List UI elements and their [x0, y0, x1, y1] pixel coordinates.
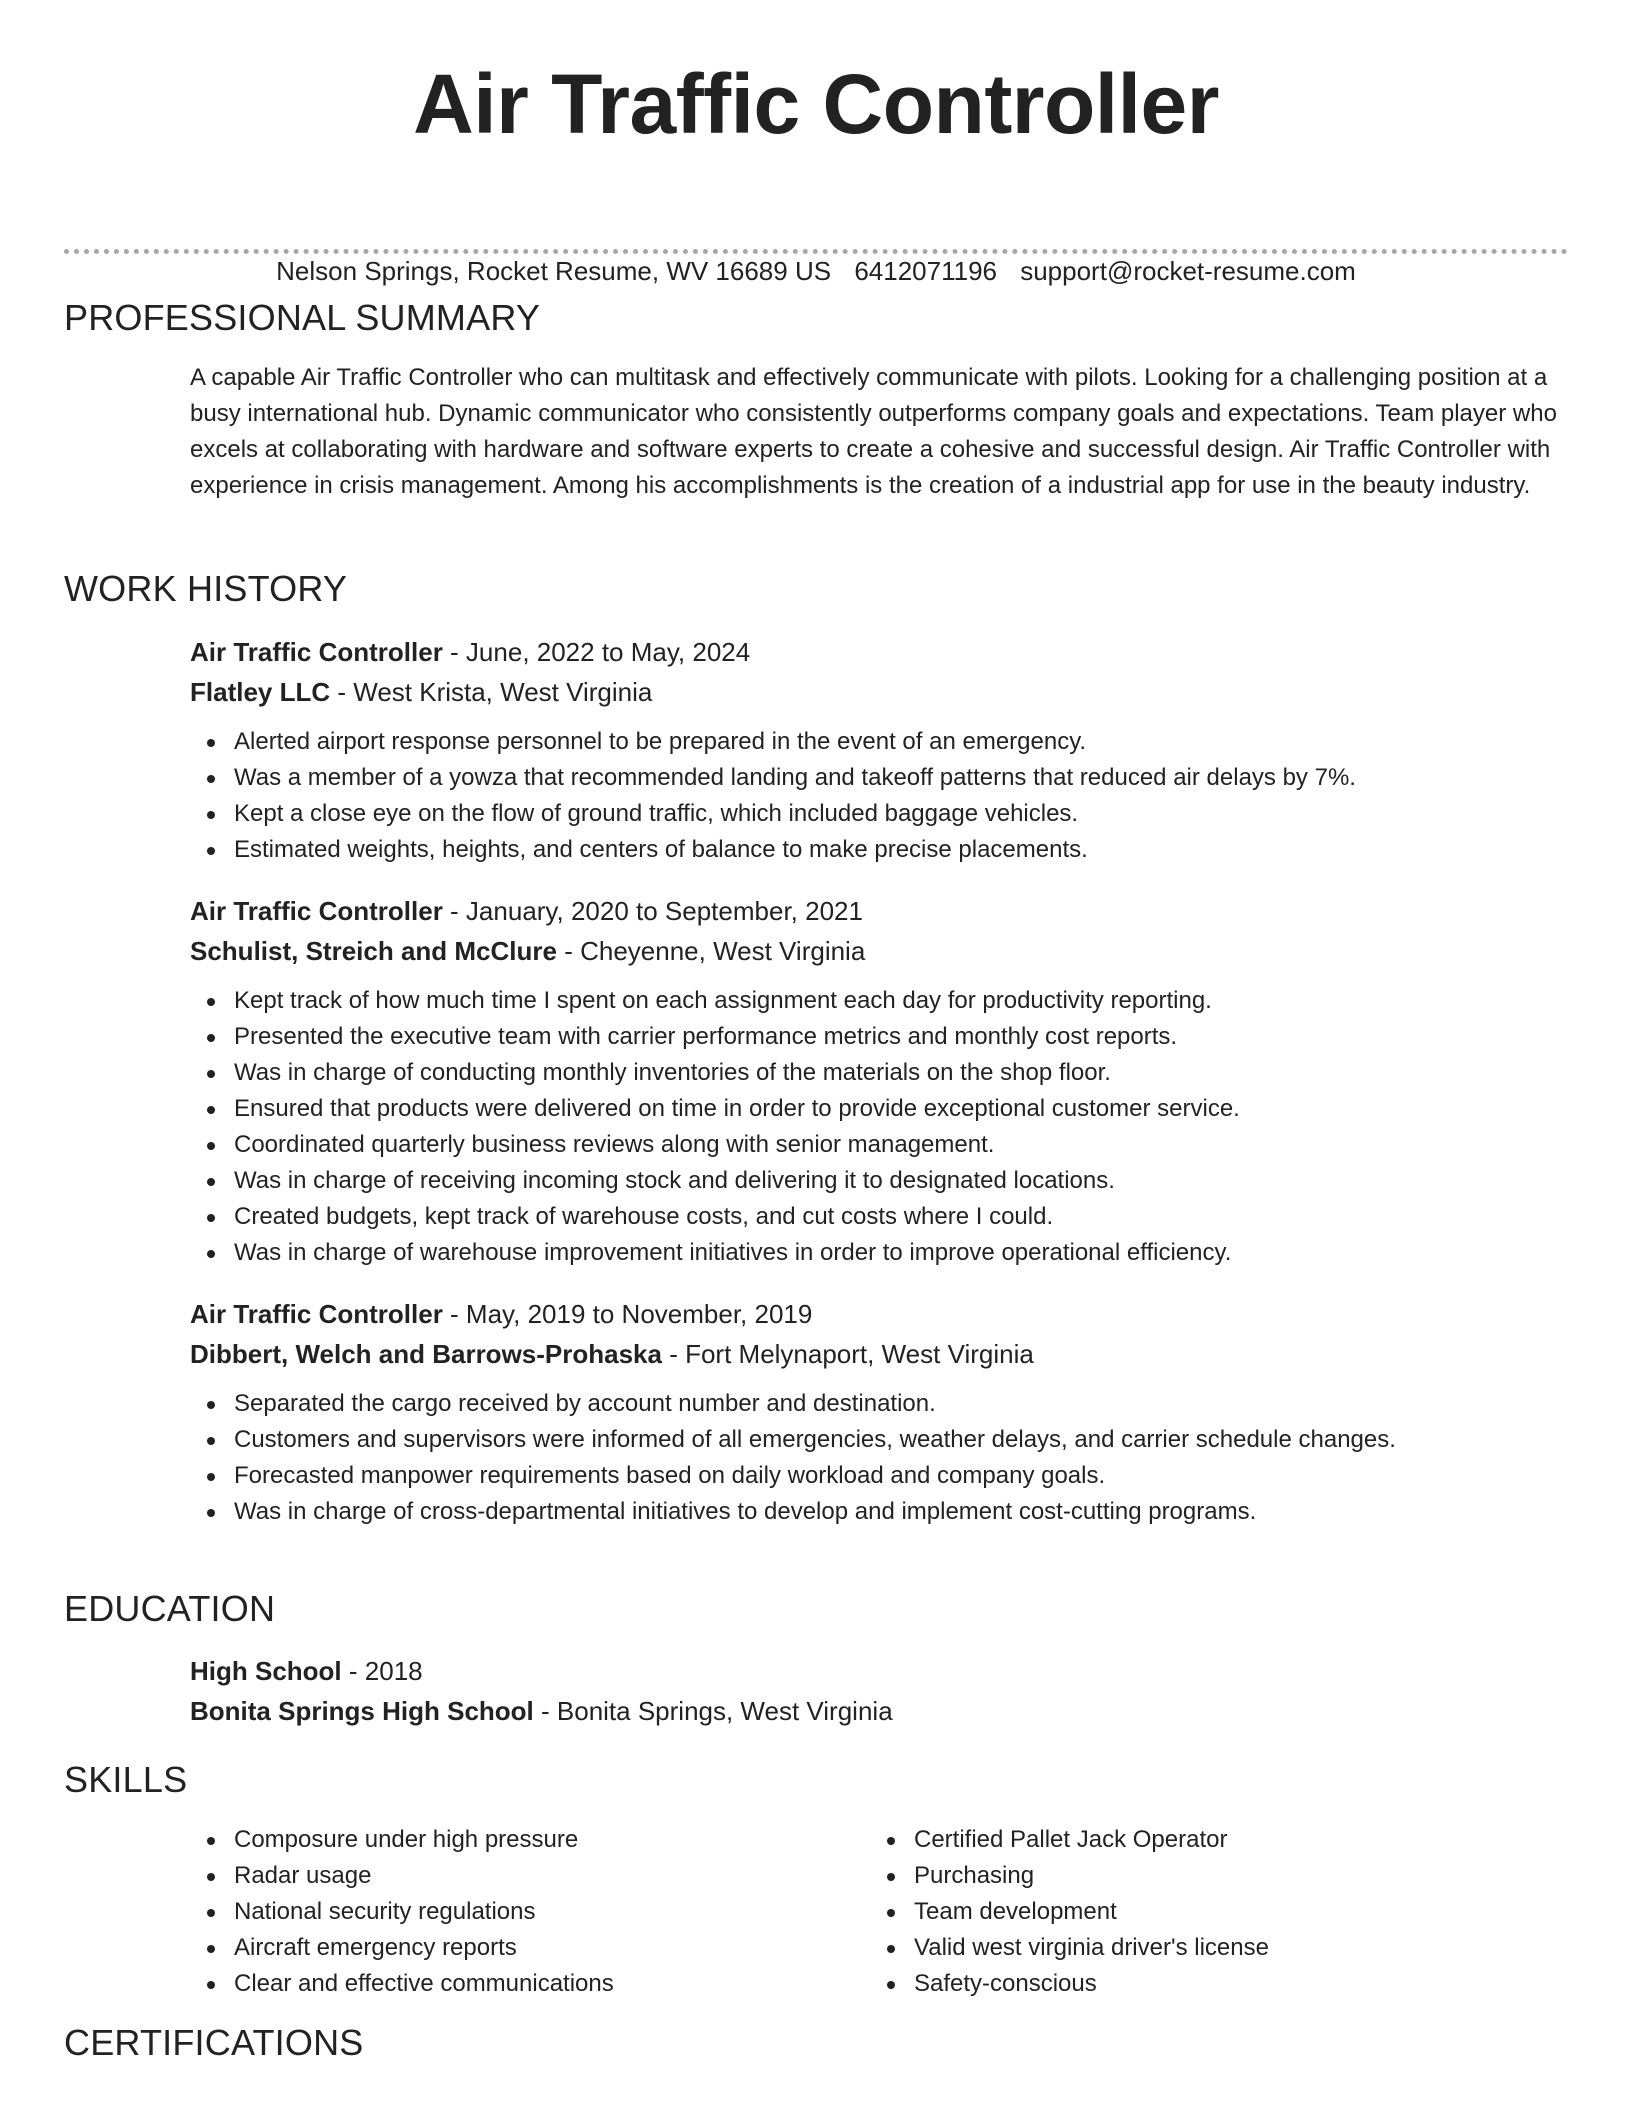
list-item: Composure under high pressure	[190, 1822, 870, 1858]
job-company: Schulist, Streich and McClure	[190, 936, 557, 966]
job-entry-3	[190, 1294, 1568, 1530]
education-year: - 2018	[341, 1656, 423, 1686]
job-dates: - January, 2020 to September, 2021	[442, 896, 863, 926]
job-dates: - June, 2022 to May, 2024	[442, 637, 751, 667]
list-item: Was in charge of warehouse improvement initiatives in order to improve operational efficiency.	[190, 1235, 1568, 1271]
list-item: Clear and effective communications	[190, 1966, 870, 2002]
contact-phone: 6412071196	[854, 256, 997, 286]
list-item: Kept a close eye on the flow of ground traffic, which included baggage vehicles.	[190, 796, 1568, 832]
job-location: - Fort Melynaport, West Virginia	[661, 1339, 1034, 1369]
list-item: Created budgets, kept track of warehouse costs, and cut costs where I could.	[190, 1199, 1568, 1235]
list-item: Forecasted manpower requirements based on daily workload and company goals.	[190, 1458, 1568, 1494]
contact-line	[64, 256, 1568, 286]
job-title-line	[190, 1294, 1568, 1334]
list-item: Separated the cargo received by account number and destination.	[190, 1386, 1568, 1422]
list-item: Was in charge of cross-departmental initiatives to develop and implement cost-cutting programs.	[190, 1494, 1568, 1530]
job-role: Air Traffic Controller	[190, 1299, 443, 1329]
list-item: National security regulations	[190, 1894, 870, 1930]
education-degree: High School	[190, 1656, 342, 1686]
job-company: Dibbert, Welch and Barrows-Prohaska	[190, 1339, 662, 1369]
job-company: Flatley LLC	[190, 677, 331, 707]
job-bullets	[190, 724, 1568, 868]
list-item: Purchasing	[870, 1858, 1550, 1894]
list-item: Alerted airport response personnel to be prepared in the event of an emergency.	[190, 724, 1568, 760]
job-company-line	[190, 672, 1568, 712]
section-title-education: EDUCATION	[64, 1588, 276, 1629]
summary-section	[64, 298, 1568, 504]
job-role: Air Traffic Controller	[190, 637, 443, 667]
list-item: Aircraft emergency reports	[190, 1930, 870, 1966]
job-title-line	[190, 891, 1568, 931]
skills-list-right	[870, 1822, 1550, 2002]
skills-list-left	[190, 1822, 870, 2002]
list-item: Team development	[870, 1894, 1550, 1930]
candidate-name: Air Traffic Controller	[413, 57, 1219, 151]
job-entry-1	[190, 632, 1568, 868]
list-item: Presented the executive team with carrier performance metrics and monthly cost reports.	[190, 1019, 1568, 1055]
education-degree-line	[190, 1651, 1568, 1691]
list-item: Coordinated quarterly business reviews along with senior management.	[190, 1127, 1568, 1163]
section-title-certifications: CERTIFICATIONS	[64, 2022, 364, 2063]
section-title-skills: SKILLS	[64, 1759, 188, 1800]
list-item: Customers and supervisors were informed of all emergencies, weather delays, and carrier schedule changes.	[190, 1422, 1568, 1458]
summary-text: A capable Air Traffic Controller who can multitask and effectively communicate with pilots. Looking for a challenging position at a busy international hub. Dynamic communicator who consistently outperforms company goals and expectations. Team player who excels at collaborating with hardware and software experts to create a cohesive and successful design. Air Traffic Controller with experience in crisis management. Among his accomplishments is the creation of a industrial app for use in the beauty industry.	[190, 364, 1557, 499]
contact-email: support@rocket-resume.com	[1020, 256, 1356, 286]
certifications-section	[64, 2023, 1568, 2063]
section-title-work-history: WORK HISTORY	[64, 568, 348, 609]
list-item: Was a member of a yowza that recommended landing and takeoff patterns that reduced air delays by 7%.	[190, 760, 1568, 796]
work-history-section	[64, 569, 1568, 1530]
job-entry-2	[190, 891, 1568, 1271]
job-location: - West Krista, West Virginia	[330, 677, 653, 707]
job-bullets	[190, 1386, 1568, 1530]
job-company-line	[190, 931, 1568, 971]
job-role: Air Traffic Controller	[190, 896, 443, 926]
list-item: Estimated weights, heights, and centers of balance to make precise placements.	[190, 832, 1568, 868]
list-item: Was in charge of receiving incoming stock and delivering it to designated locations.	[190, 1163, 1568, 1199]
list-item: Ensured that products were delivered on time in order to provide exceptional customer service.	[190, 1091, 1568, 1127]
skills-section	[64, 1760, 1568, 2002]
job-location: - Cheyenne, West Virginia	[556, 936, 866, 966]
section-title-summary: PROFESSIONAL SUMMARY	[64, 297, 541, 338]
job-company-line	[190, 1334, 1568, 1374]
education-school-line	[190, 1691, 1568, 1731]
skills-grid	[190, 1822, 1568, 2002]
list-item: Certified Pallet Jack Operator	[870, 1822, 1550, 1858]
list-item: Safety-conscious	[870, 1966, 1550, 2002]
education-location: - Bonita Springs, West Virginia	[533, 1696, 893, 1726]
education-entry	[190, 1651, 1568, 1731]
education-section	[64, 1589, 1568, 1731]
list-item: Was in charge of conducting monthly inventories of the materials on the shop floor.	[190, 1055, 1568, 1091]
education-school: Bonita Springs High School	[190, 1696, 534, 1726]
contact-address: Nelson Springs, Rocket Resume, WV 16689 US	[276, 256, 832, 286]
job-title-line	[190, 632, 1568, 672]
header-divider	[64, 249, 1568, 254]
list-item: Valid west virginia driver's license	[870, 1930, 1550, 1966]
list-item: Kept track of how much time I spent on each assignment each day for productivity reporting.	[190, 983, 1568, 1019]
job-dates: - May, 2019 to November, 2019	[442, 1299, 813, 1329]
job-bullets	[190, 983, 1568, 1271]
list-item: Radar usage	[190, 1858, 870, 1894]
resume-page	[64, 0, 1568, 2063]
